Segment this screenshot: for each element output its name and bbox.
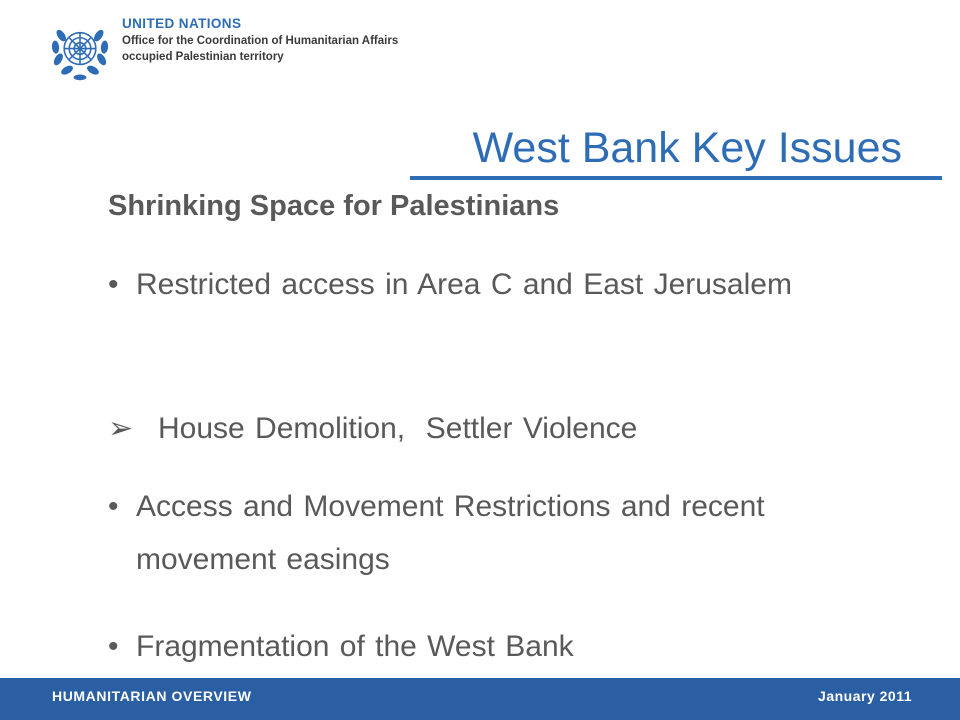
slide-title: West Bank Key Issues (472, 124, 902, 172)
slide-subtitle: Shrinking Space for Palestinians (108, 190, 560, 222)
footer-title: HUMANITARIAN OVERVIEW (52, 688, 252, 704)
bullet-dot-icon: • (108, 630, 119, 663)
title-underline (410, 176, 942, 180)
org-name: UNITED NATIONS (122, 16, 242, 31)
bullet-dot-icon: • (108, 490, 119, 523)
bullet-text: Fragmentation of the West Bank (136, 630, 574, 663)
bullet-text: Access and Movement Restrictions and recent movement easings (136, 490, 765, 576)
bullet-dot-icon: • (108, 268, 119, 301)
bullet-item (108, 402, 848, 455)
bullet-text: House Demolition, Settler Violence (158, 412, 638, 445)
arrow-bullet-icon: ➢ (108, 412, 134, 445)
org-header (122, 16, 398, 67)
bullet-item (108, 258, 826, 311)
un-emblem-icon (44, 14, 116, 86)
territory-name: occupied Palestinian territory (122, 51, 284, 63)
bullet-item (108, 620, 826, 673)
bullet-item (108, 480, 826, 586)
footer-bar (0, 678, 960, 720)
bullet-text: Restricted access in Area C and East Jerusalem (136, 268, 792, 301)
office-name: Office for the Coordination of Humanitarian Affairs (122, 35, 399, 47)
footer-date: January 2011 (818, 688, 912, 704)
